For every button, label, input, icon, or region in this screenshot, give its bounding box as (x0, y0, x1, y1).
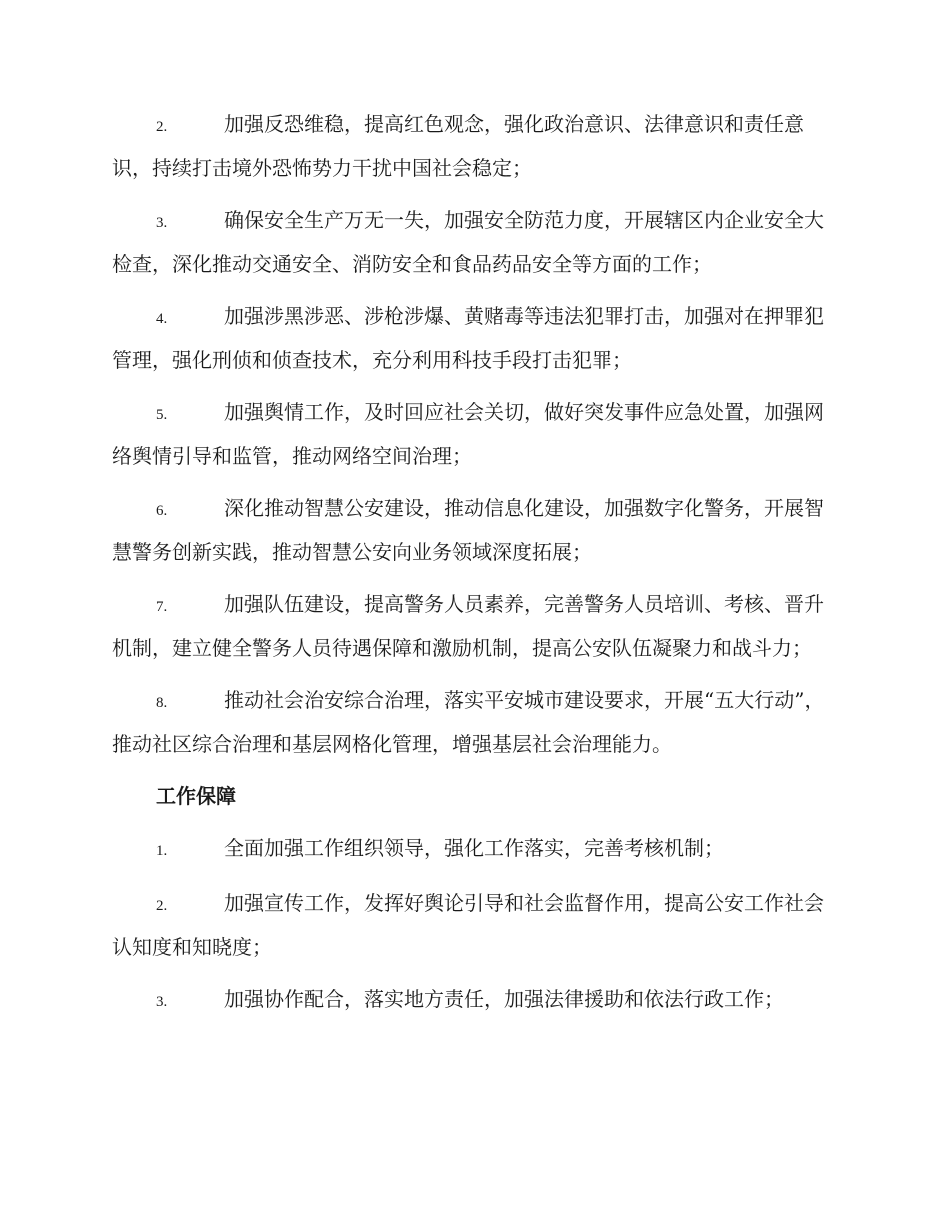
item-number: 3. (156, 994, 168, 1010)
list-item (112, 979, 832, 1023)
item-text: 确保安全生产万无一失，加强安全防范力度，开展辖区内企业安全大检查，深化推动交通安全、消防安全和食品药品安全等方面的工作； (112, 208, 824, 276)
item-number: 3. (156, 215, 168, 231)
section-heading: 工作保障 (156, 784, 236, 808)
list-item (112, 200, 832, 285)
item-number: 6. (156, 503, 168, 519)
document-page (112, 104, 832, 1034)
list-item (112, 296, 832, 381)
item-number: 1. (156, 843, 168, 859)
list-item (112, 584, 832, 669)
item-number: 5. (156, 407, 168, 423)
item-text: 深化推动智慧公安建设，推动信息化建设，加强数字化警务，开展智慧警务创新实践，推动智慧公安向业务领域深度拓展； (112, 496, 824, 564)
list-item (112, 104, 832, 189)
item-number: 2. (156, 898, 168, 914)
list-item (112, 680, 832, 765)
item-text: 加强涉黑涉恶、涉枪涉爆、黄赌毒等违法犯罪打击，加强对在押罪犯管理，强化刑侦和侦查技术，充分利用科技手段打击犯罪； (112, 304, 824, 372)
item-text: 推动社会治安综合治理，落实平安城市建设要求，开展“五大行动”，推动社区综合治理和基层网格化管理，增强基层社会治理能力。 (112, 688, 825, 756)
guarantee-list (112, 828, 832, 1023)
item-number: 2. (156, 119, 168, 135)
list-item (112, 488, 832, 573)
list-item (112, 828, 832, 872)
item-text: 全面加强工作组织领导，强化工作落实，完善考核机制； (224, 836, 724, 860)
item-text: 加强队伍建设，提高警务人员素养，完善警务人员培训、考核、晋升机制，建立健全警务人员待遇保障和激励机制，提高公安队伍凝聚力和战斗力； (112, 592, 824, 660)
item-text: 加强舆情工作，及时回应社会关切，做好突发事件应急处置，加强网络舆情引导和监管，推动网络空间治理； (112, 400, 824, 468)
item-number: 7. (156, 599, 168, 615)
item-number: 8. (156, 695, 168, 711)
list-item (112, 392, 832, 477)
list-item (112, 883, 832, 968)
task-list (112, 104, 832, 765)
item-number: 4. (156, 311, 168, 327)
item-text: 加强宣传工作，发挥好舆论引导和社会监督作用，提高公安工作社会认知度和知晓度； (112, 891, 824, 959)
item-text: 加强反恐维稳，提高红色观念，强化政治意识、法律意识和责任意识，持续打击境外恐怖势力干扰中国社会稳定； (112, 112, 804, 180)
item-text: 加强协作配合，落实地方责任，加强法律援助和依法行政工作； (224, 987, 784, 1011)
